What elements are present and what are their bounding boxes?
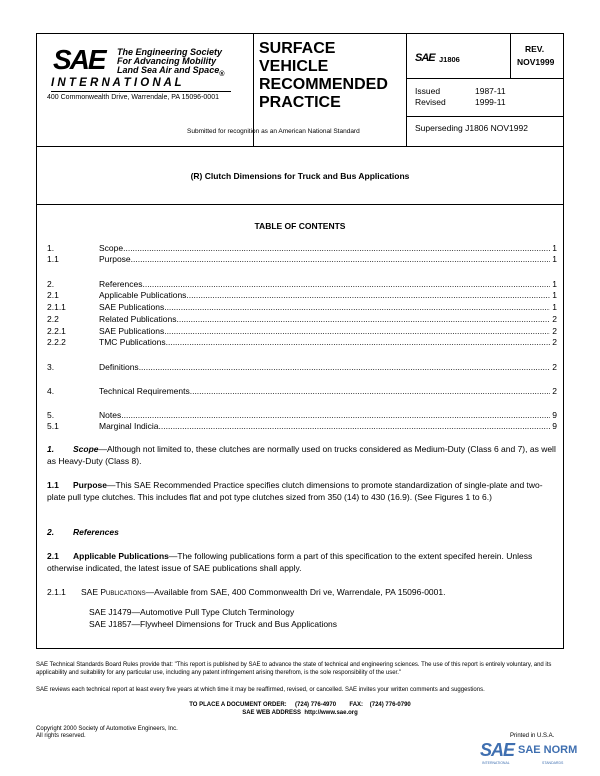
section-2 [47,526,559,538]
society-line-3: Land Sea Air and Space [117,65,220,75]
sae-norm-logo [480,740,580,770]
toc-entry-line [99,410,557,420]
revised-value: 1999-11 [475,97,506,107]
section-1-heading: Scope [73,444,99,454]
fax-label: FAX: [349,702,364,708]
document-title: (R) Clutch Dimensions for Truck and Bus Applications [190,171,410,181]
revised-label: Revised [415,97,446,107]
section-1-1-heading: Purpose [73,480,108,490]
section-2-1-heading: Applicable Publications [73,551,169,561]
toc-entry-title: TMC Publications [99,337,166,347]
doc-logo: SAE [415,52,435,64]
reference-2: SAE J1857—Flywheel Dimensions for Truck and Bus Applications [89,619,338,629]
toc-entry-title: References [99,279,143,289]
toc-entry-title: Notes [99,410,122,420]
registered-mark: ® [219,71,225,78]
toc-heading: TABLE OF CONTENTS [254,221,346,231]
web-url[interactable]: http://www.sae.org [304,710,358,716]
sae-logo: SAE [53,44,105,75]
toc-entry-title: Definitions [99,362,139,372]
toc-entry-title: Marginal Indicia [99,421,159,431]
toc-entry-title: Scope [99,243,124,253]
address: 400 Commonwealth Drive, Warrendale, PA 15096-0001 [47,94,219,101]
toc-entry-title: Related Publications [99,314,177,324]
toc-entry-line [99,279,557,289]
review-note: SAE reviews each technical report at least every five years at which time it may be reaffirmed, revised, or cancelled. SAE invites your written comments and suggestions. [36,687,485,693]
header [37,34,563,147]
section-1-1 [47,479,559,503]
toc-entry-page: 9 [552,410,557,420]
toc-entry-number: 1.1 [47,254,59,264]
toc-entry-title: Applicable Publications [99,290,187,300]
toc-entry-line [99,337,557,347]
toc-entry-number: 2.1.1 [47,302,66,312]
rights: All rights reserved. [36,733,86,739]
toc-entry-number: 2.2 [47,314,59,324]
section-2-number: 2. [47,527,55,537]
section-2-1-number: 2.1 [47,551,59,561]
superseding: Superseding J1806 NOV1992 [415,123,528,133]
toc-leader-dots [131,254,551,264]
international-wordmark: I N T E R N A T I O N A L [51,77,182,89]
section-1 [47,443,559,467]
toc-entry-number: 2.2.1 [47,326,66,336]
toc-leader-dots [123,243,550,253]
toc-entry-line [99,290,557,300]
section-1-1-number: 1.1 [47,480,59,490]
rules-note: SAE Technical Standards Board Rules provide that: "This report is published by SAE to advance the state of technical and engineering sciences. The use of this report is entirely voluntary, and its applicability and suitability for any particular use, including any patent infringement arising therefrom, is the sole responsibility of the user." [36,662,552,676]
toc-entry-page: 2 [552,314,557,324]
rev-value: NOV1999 [517,57,555,67]
toc-entry-line [99,326,557,336]
toc-entry-line [99,386,557,396]
norm-sub-right: STANDARDS [542,761,564,765]
toc-entry-line [99,314,557,324]
doc-type-line-2: VEHICLE [259,58,329,75]
section-2-1-1-number: 2.1.1 [47,587,66,597]
toc-entry-page: 2 [552,386,557,396]
section-2-1-text: —The following publications form a part of this specification to the extent specifed herein. Unless otherwise indicated, the latest issue of SAE publications shall apply. [47,551,533,573]
section-2-1-1 [47,586,559,598]
toc-entry-line [99,254,557,264]
toc-entry[interactable] [47,290,557,302]
toc-entry-page: 2 [552,337,557,347]
doc-type-line-1: SURFACE [259,40,336,57]
norm-logo-mark: SAE [480,740,515,760]
toc-leader-dots [159,421,551,431]
toc-leader-dots [164,302,550,312]
toc-leader-dots [139,362,551,372]
issued-value: 1987-11 [475,86,506,96]
document-frame [36,33,564,649]
fax-number: (724) 776-0790 [369,702,411,708]
title-bar [37,146,563,205]
toc-leader-dots [186,290,550,300]
norm-sub-left: INTERNATIONAL [482,761,510,765]
society-line-1: The Engineering Society [117,47,223,57]
toc-entry-number: 5.1 [47,421,59,431]
toc-leader-dots [177,314,551,324]
section-2-heading: References [73,527,119,537]
section-1-number: 1. [47,444,55,454]
toc-entry-number: 2.2.2 [47,337,66,347]
toc-entry-page: 2 [552,326,557,336]
toc-entry[interactable] [47,337,557,349]
toc-entry-number: 5. [47,410,55,420]
toc-entry-title: Purpose [99,254,131,264]
order-line [36,702,564,708]
toc-entry[interactable] [47,362,557,374]
order-phone: (724) 776-4970 [295,702,337,708]
toc-entry-page: 9 [552,421,557,431]
doc-number: J1806 [439,55,460,64]
toc-entry-page: 1 [552,243,557,253]
order-label: TO PLACE A DOCUMENT ORDER: [189,702,287,708]
society-line-2: For Advancing Mobility [117,56,217,66]
section-1-text: —Although not limited to, these clutches are normally used on trucks considered as Medium-Duty (Class 6 and 7), as well as Heavy-Duty (Class 8). [47,444,556,466]
reference-1: SAE J1479—Automotive Pull Type Clutch Terminology [89,607,295,617]
toc-entry-line [99,362,557,372]
toc-entry-title: Technical Requirements [99,386,190,396]
section-2-1-1-text: —Available from SAE, 400 Commonwealth Dri ve, Warrendale, PA 15096-0001. [145,587,446,597]
toc-leader-dots [121,410,550,420]
toc-leader-dots [142,279,550,289]
toc-entry-number: 3. [47,362,55,372]
toc-entry[interactable] [47,421,557,433]
toc-entry-number: 4. [47,386,55,396]
document-type [259,40,388,112]
toc-entry-page: 2 [552,362,557,372]
ansi-note: Submitted for recognition as an American National Standard [187,128,360,135]
toc-entry-page: 1 [552,279,557,289]
norm-logo-text: SAE NORM [518,744,578,756]
toc-leader-dots [190,386,551,396]
toc-entry-number: 2.1 [47,290,59,300]
section-2-1 [47,550,559,574]
toc-entry-line [99,243,557,253]
doc-type-line-3: RECOMMENDED [259,76,388,93]
copyright: Copyright 2000 Society of Automotive Engineers, Inc. [36,726,178,732]
toc-leader-dots [164,326,550,336]
toc-entry-title: SAE Publications [99,302,165,312]
toc-entry[interactable] [47,386,557,398]
toc-entry-page: 1 [552,254,557,264]
section-1-1-text: —This SAE Recommended Practice specifies clutch dimensions to promote standardization of single-plate and two-plate pull type clutches. This includes flat and pot type clutches sized from 350 (14) to 430 (16.9). (See Figures 1 to 6.) [47,480,543,502]
toc-entry-page: 1 [552,302,557,312]
toc-entry[interactable] [47,302,557,314]
web-label: SAE WEB ADDRESS [242,710,301,716]
toc-entry-number: 2. [47,279,55,289]
section-2-1-1-heading: SAE Publications [81,587,146,597]
toc-entry-title: SAE Publications [99,326,165,336]
rev-label: REV. [525,44,545,54]
toc-leader-dots [166,337,551,347]
issued-label: Issued [415,86,441,96]
doc-type-line-4: PRACTICE [259,94,341,111]
web-line [36,710,564,716]
toc-entry-line [99,302,557,312]
toc-entry-page: 1 [552,290,557,300]
toc-entry[interactable] [47,314,557,326]
toc-entry[interactable] [47,254,557,266]
toc-entry-line [99,421,557,431]
toc-entry-number: 1. [47,243,55,253]
printed-in: Printed in U.S.A. [510,733,555,739]
